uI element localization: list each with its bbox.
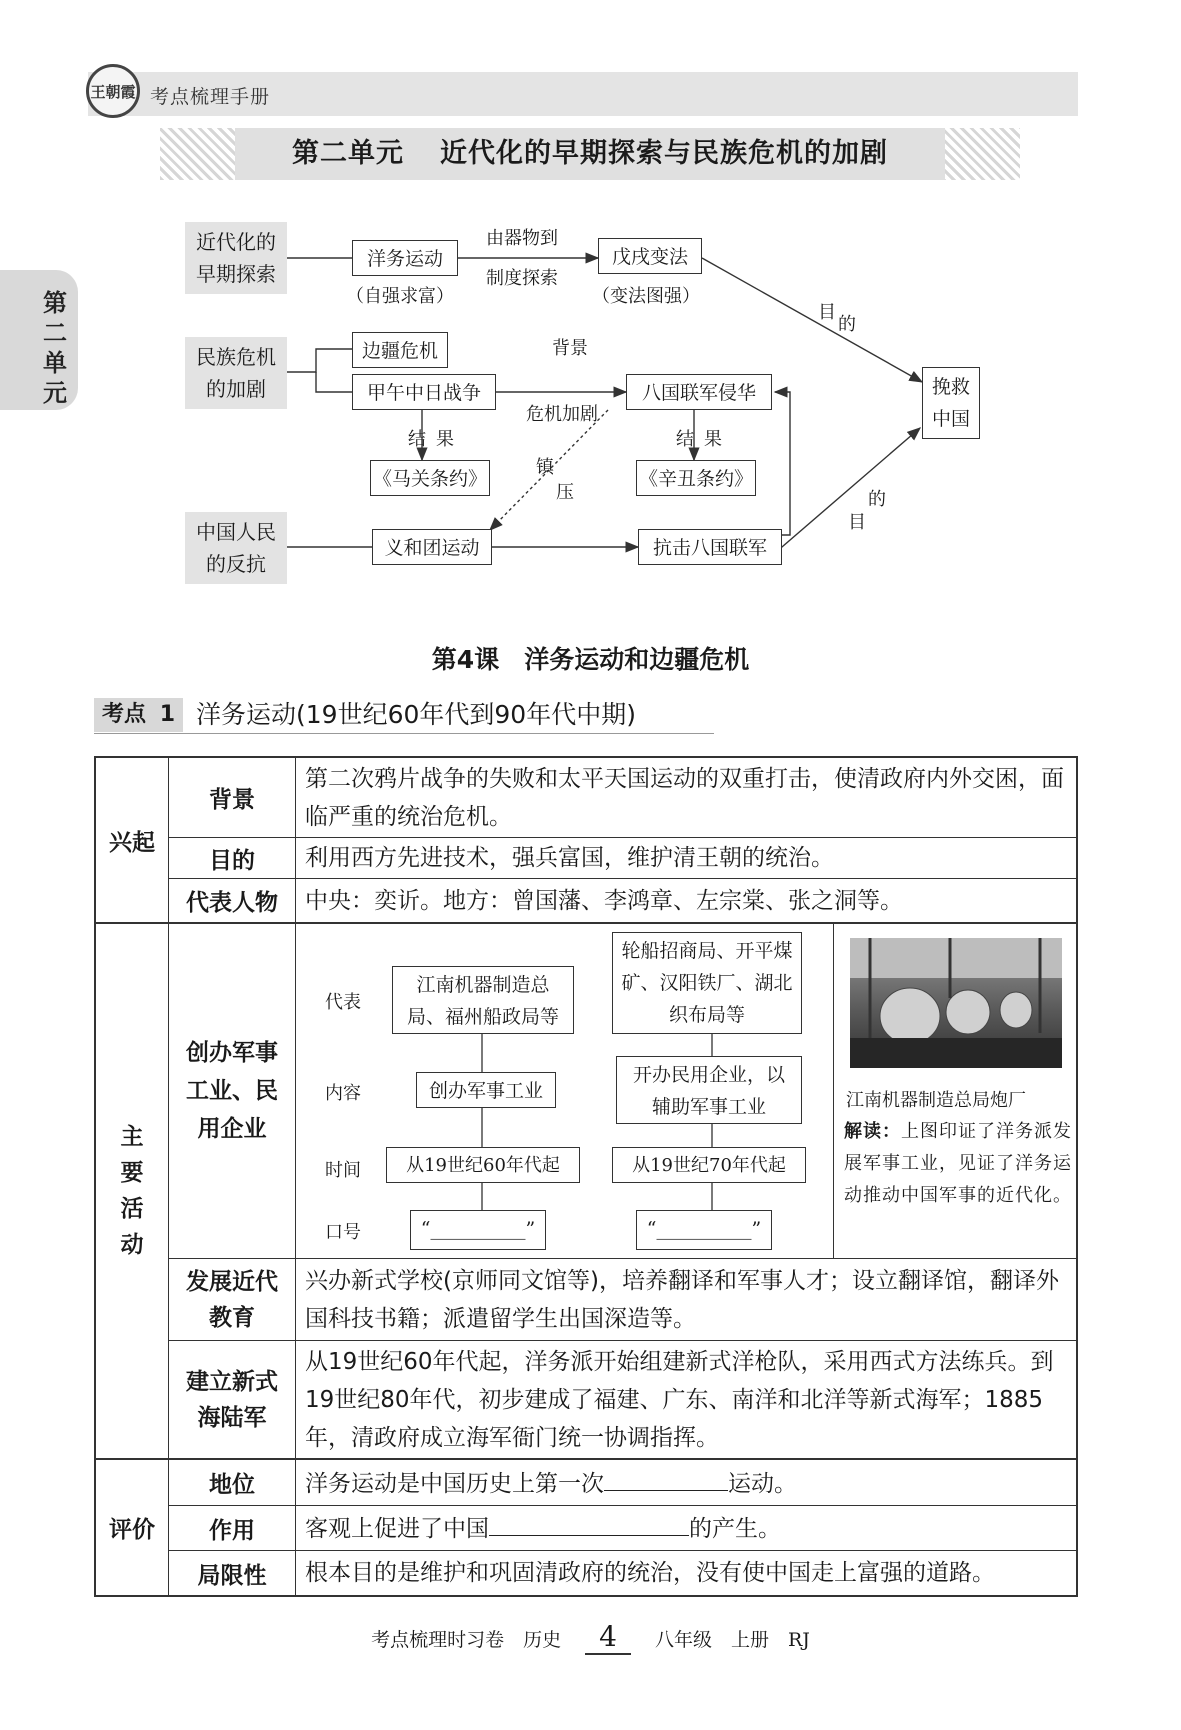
text-renwu: 中央：奕䜣。地方：曾国藩、李鸿章、左宗棠、张之洞等。 — [305, 888, 903, 914]
label-line: 中国人民 — [196, 520, 276, 544]
note-zhenya-2: 压 — [556, 482, 574, 503]
note-jieguo-2: 结果 — [676, 429, 732, 450]
publisher-logo: 王朝霞 — [86, 64, 140, 118]
zuoyong-pre: 客观上促进了中国 — [305, 1516, 489, 1542]
diwei-pre: 洋务运动是中国历史上第一次 — [305, 1471, 604, 1497]
label-line: 的加剧 — [206, 377, 266, 401]
note-jieguo-1: 结果 — [408, 429, 464, 450]
note-mudi-bot-2: 目 — [848, 512, 866, 533]
box-maguan: 《马关条约》 — [370, 460, 490, 496]
row-label-daibiao: 代表 — [325, 992, 361, 1013]
note-wuxu-sub: （变法图强） — [592, 286, 700, 307]
label-line: 近代化的 — [196, 230, 276, 254]
label-line: 早期探索 — [196, 262, 276, 286]
header-zuoyong: 作用 — [209, 1517, 255, 1544]
box-yihetuan: 义和团运动 — [372, 529, 492, 565]
header-renwu: 代表人物 — [186, 890, 278, 916]
note-mudi-top-2: 的 — [838, 314, 856, 335]
mil-shijian: 从19世纪60年代起 — [386, 1147, 580, 1183]
header-haijun: 建立新式海陆军 — [186, 1368, 278, 1431]
footer-left: 考点梳理时习卷 历史 — [371, 1629, 562, 1651]
unit-heading: 近代化的早期探索与民族危机的加剧 — [440, 138, 888, 169]
text-juxian: 根本目的是维护和巩固清政府的统治，没有使中国走上富强的道路。 — [305, 1560, 995, 1586]
note-mudi-bot-1: 的 — [868, 489, 886, 510]
note-qiwu-2: 制度探索 — [486, 268, 558, 289]
unit-name: 第二单元 — [292, 138, 404, 169]
text-mudi: 利用西方先进技术，强兵富国，维护清王朝的统治。 — [305, 845, 834, 871]
jiedu — [844, 1116, 1072, 1212]
row-label-neirong: 内容 — [325, 1083, 361, 1104]
mil-daibiao: 江南机器制造总局、福州船政局等 — [392, 966, 574, 1034]
civ-shijian: 从19世纪70年代起 — [612, 1147, 806, 1183]
kaodian-number: 1 — [159, 702, 175, 727]
note-zhenya-1: 镇 — [536, 457, 554, 478]
civ-neirong: 开办民用企业，以辅助军事工业 — [616, 1056, 802, 1124]
kaodian-title: 洋务运动(19世纪60年代到90年代中期) — [196, 700, 636, 729]
mil-kouhao: “__________” — [410, 1210, 546, 1250]
header-jiaoyu: 发展近代教育 — [186, 1268, 278, 1331]
note-weiji: 危机加剧 — [526, 404, 598, 425]
box-kangji: 抗击八国联军 — [638, 529, 782, 565]
kaodian-tag-text: 考点 — [102, 702, 147, 727]
diwei-blank[interactable] — [604, 1464, 728, 1491]
header-mudi: 目的 — [209, 847, 255, 874]
header-juxian: 局限性 — [197, 1562, 267, 1589]
diwei-post: 运动。 — [728, 1471, 797, 1497]
zuoyong-blank[interactable] — [489, 1509, 689, 1536]
jiedu-text: 上图印证了洋务派发展军事工业，见证了洋务运动推动中国军事的近代化。 — [844, 1121, 1072, 1206]
group-pingjia: 评价 — [109, 1517, 155, 1543]
group-xingqi: 兴起 — [109, 829, 155, 856]
footer-right: 八年级 上册 RJ — [655, 1629, 810, 1651]
box-wuxu: 戊戌变法 — [598, 238, 702, 274]
photo-arsenal — [850, 938, 1062, 1068]
text-jiaoyu: 兴办新式学校(京师同文馆等)，培养翻译和军事人才；设立翻译馆，翻译外国科技书籍；派遣留学生出国深造等。 — [305, 1268, 1059, 1332]
text-beijing: 第二次鸦片战争的失败和太平天国运动的双重打击，使清政府内外交困，面临严重的统治危机。 — [305, 766, 1064, 830]
note-beijing: 背景 — [552, 338, 588, 359]
photo-illustration — [850, 938, 1062, 1068]
jiedu-label: 解读： — [844, 1121, 901, 1142]
label-line: 的反抗 — [206, 552, 266, 576]
box-yangwu: 洋务运动 — [352, 240, 458, 276]
box-bianjiang: 边疆危机 — [352, 332, 448, 368]
header-chuangban: 创办军事工业、民用企业 — [186, 1039, 278, 1142]
side-tab-label: 第二单元 — [43, 289, 67, 407]
label-line: 民族危机 — [196, 345, 276, 369]
zuoyong-post: 的产生。 — [689, 1516, 781, 1542]
note-yangwu-sub: （自强求富） — [346, 286, 454, 307]
box-baguo: 八国联军侵华 — [626, 374, 772, 410]
text-zuoyong — [305, 1509, 1071, 1548]
text-diwei — [305, 1464, 1071, 1503]
header-beijing: 背景 — [209, 787, 255, 813]
civ-daibiao: 轮船招商局、开平煤矿、汉阳铁厂、湖北织布局等 — [612, 932, 802, 1034]
note-qiwu-1: 由器物到 — [486, 228, 558, 249]
civ-kouhao: “__________” — [636, 1210, 772, 1250]
mil-neirong: 创办军事工业 — [416, 1072, 556, 1108]
row-label-shijian: 时间 — [325, 1160, 361, 1181]
row-label-kouhao: 口号 — [325, 1222, 361, 1243]
photo-caption: 江南机器制造总局炮厂 — [846, 1090, 1026, 1111]
lesson-title: 第4课 洋务运动和边疆危机 — [431, 645, 750, 674]
header-diwei: 地位 — [209, 1472, 255, 1498]
note-mudi-top-1: 目 — [818, 302, 836, 323]
footer — [0, 1620, 1181, 1655]
box-xinchou: 《辛丑条约》 — [636, 460, 756, 496]
group-zhuyao: 主要活动 — [120, 1123, 144, 1258]
page-number: 4 — [585, 1620, 631, 1655]
book-title: 考点梳理手册 — [150, 86, 271, 108]
box-jiawu: 甲午中日战争 — [352, 374, 496, 410]
box-wanjiu-text: 挽救中国 — [932, 376, 971, 430]
text-haijun: 从19世纪60年代起，洋务派开始组建新式洋枪队，采用西式方法练兵。到19世纪80年代，初步建成了福建、广东、南洋和北洋等新式海军；1885年，清政府成立海军衙门统一协调指挥。 — [305, 1349, 1054, 1451]
